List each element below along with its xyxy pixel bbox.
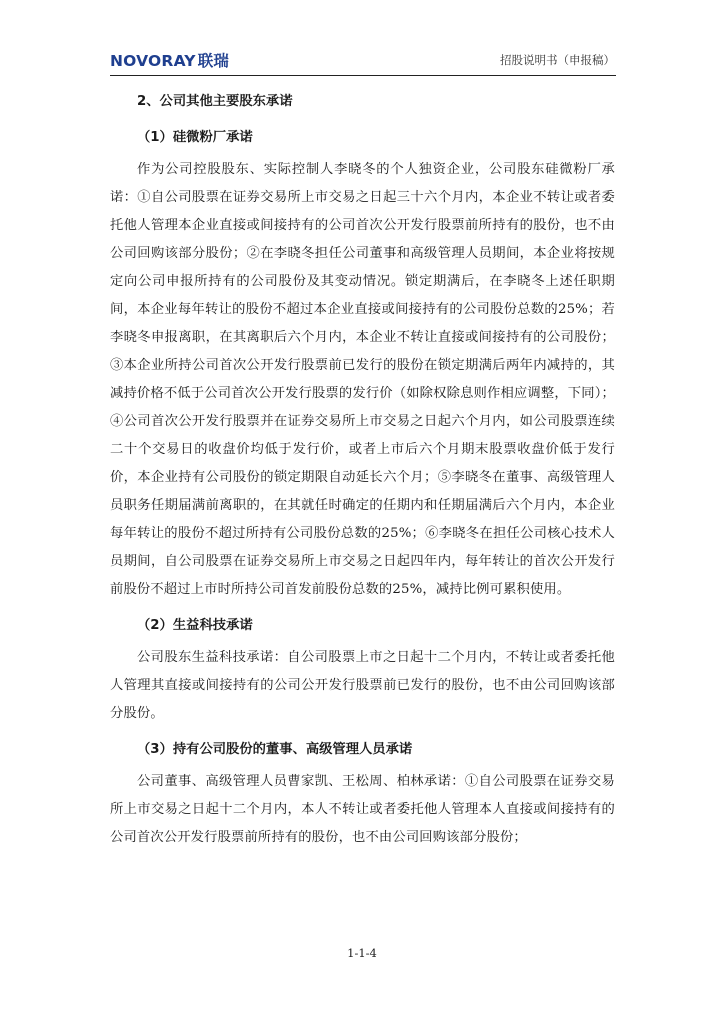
company-logo: [110, 49, 229, 71]
section-heading-2: 2、公司其他主要股东承诺: [137, 94, 293, 109]
document-type-label: 招股说明书（申报稿）: [500, 53, 615, 67]
logo-chinese: 联瑞: [197, 52, 230, 70]
logo-english: NOVORAY: [110, 52, 196, 70]
subsection-heading-directors-executives: （3）持有公司股份的董事、高级管理人员承诺: [137, 742, 413, 757]
subsection-heading-silicon-powder-plant: （1）硅微粉厂承诺: [137, 130, 253, 145]
document-body: [110, 84, 615, 852]
paragraph-directors-executives-commitment: 公司董事、高级管理人员曹家凯、王松周、柏林承诺：①自公司股票在证券交易所上市交易之日起十二个月内，本人不转让或者委托他人管理本人直接或间接持有的公司首次公开发行股票前所持有的股份，也不由公司回购该部分股份；: [110, 774, 615, 845]
paragraph-shengyi-technology-commitment: 公司股东生益科技承诺：自公司股票上市之日起十二个月内，不转让或者委托他人管理其直接或间接持有的公司公开发行股票前已发行的股份，也不由公司回购该部分股份。: [110, 650, 615, 721]
page-number: 1-1-4: [347, 946, 377, 960]
page-header: [110, 46, 615, 74]
subsection-heading-shengyi-technology: （2）生益科技承诺: [137, 618, 253, 633]
paragraph-silicon-powder-plant-commitment: 作为公司控股股东、实际控制人李晓冬的个人独资企业，公司股东硅微粉厂承诺：①自公司股票在证券交易所上市交易之日起三十六个月内，本企业不转让或者委托他人管理本企业直接或间接持有的公司首次公开发行股票前所持有的股份，也不由公司回购该部分股份；②在李晓冬担任公司董事和高级管理人员期间，本企业将按规定向公司申报所持有的公司股份及其变动情况。锁定期满后，在李晓冬上述任职期间，本企业每年转让的股份不超过本企业直接或间接持有的公司股份总数的25%；若李晓冬申报离职，在其离职后六个月内，本企业不转让直接或间接持有的公司股份；③本企业所持公司首次公开发行股票前已发行的股份在锁定期满后两年内减持的，其减持价格不低于公司首次公开发行股票的发行价（如除权除息则作相应调整，下同）；④公司首次公开发行股票并在证券交易所上市交易之日起六个月内，如公司股票连续二十个交易日的收盘价均低于发行价，或者上市后六个月期末股票收盘价低于发行价，本企业持有公司股份的锁定期限自动延长六个月；⑤李晓冬在董事、高级管理人员职务任期届满前离职的，在其就任时确定的任期内和任期届满后六个月内，本企业每年转让的股份不超过所持有公司股份总数的25%；⑥李晓冬在担任公司核心技术人员期间，自公司股票在证券交易所上市交易之日起四年内，每年转让的首次公开发行前股份不超过上市时所持公司首发前股份总数的25%，减持比例可累积使用。: [110, 162, 615, 597]
header-divider: [110, 75, 616, 76]
